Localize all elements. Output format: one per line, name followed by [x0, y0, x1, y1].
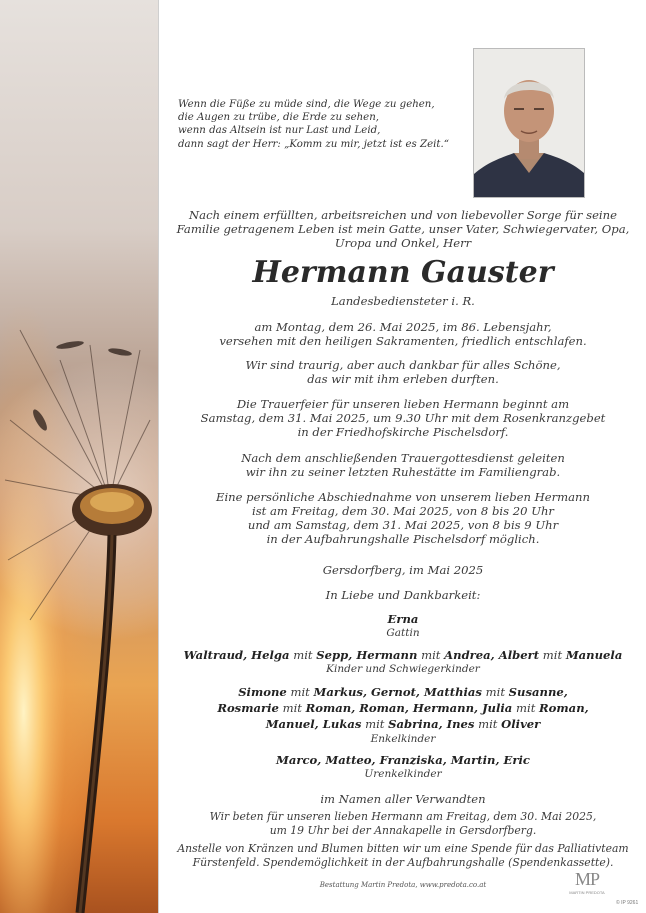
thanks-line: Wir sind traurig, aber auch dankbar für alles Schöne,: [245, 358, 561, 372]
grandchildren-line: [160, 701, 646, 715]
intro-line: Uropa und Onkel, Herr: [334, 236, 472, 250]
connector-text: mit: [512, 701, 540, 715]
grandchildren-role: Enkelkinder: [370, 733, 436, 745]
logo-text: MARTIN PREDOTA: [569, 890, 605, 895]
children-names: [160, 648, 646, 662]
relative-name: Roman,: [539, 701, 589, 715]
grandchildren-line: [160, 685, 646, 699]
thanks-line: das wir mit ihm erleben durften.: [307, 372, 499, 386]
poem: [178, 98, 478, 151]
relative-name: Susanne,: [508, 685, 568, 699]
funeral-line: in der Friedhofskirche Pischelsdorf.: [297, 425, 509, 439]
children-role: Kinder und Schwiegerkinder: [326, 663, 480, 675]
relative-name: Manuel, Lukas: [265, 717, 362, 731]
poem-line: Wenn die Füße zu müde sind, die Wege zu gehen,: [178, 99, 435, 110]
funeral-line: Die Trauerfeier für unseren lieben Hermann beginnt am: [236, 397, 570, 411]
intro-line: Familie getragenem Leben ist mein Gatte, unser Vater, Schwiegervater, Opa,: [176, 222, 630, 236]
relative-name: Andrea, Albert: [444, 648, 540, 662]
poem-line: die Augen zu trübe, die Erde zu sehen,: [178, 112, 379, 124]
funeral-line: Samstag, dem 31. Mai 2025, um 9.30 Uhr mit dem Rosenkranzgebet: [200, 411, 606, 425]
connector-text: mit: [361, 717, 389, 731]
relative-name: Markus, Gernot, Matthias: [313, 685, 482, 699]
deceased-portrait: [473, 48, 585, 198]
relatives-line: im Namen aller Verwandten: [320, 792, 486, 806]
intro-line: Nach einem erfüllten, arbeitsreichen und von liebevoller Sorge für seine: [189, 208, 617, 222]
prayer-line: um 19 Uhr bei der Annakapelle in Gersdorfberg.: [269, 824, 537, 837]
prayer-line: Wir beten für unseren lieben Hermann am Freitag, dem 30. Mai 2025,: [209, 810, 597, 823]
farewell-line: in der Aufbahrungshalle Pischelsdorf möglich.: [266, 532, 540, 546]
connector-text: mit: [278, 701, 306, 715]
funeral-home-logo: [562, 869, 612, 899]
relative-name: Waltraud, Helga: [183, 648, 290, 662]
relative-name: Simone: [238, 685, 287, 699]
donation-line: Fürstenfeld. Spendemöglichkeit in der Aufbahrungshalle (Spendenkassette).: [192, 856, 614, 869]
connector-text: mit: [417, 648, 445, 662]
relative-name: Oliver: [501, 717, 541, 731]
relative-name: Sabrina, Ines: [388, 717, 475, 731]
love-line: In Liebe und Dankbarkeit:: [325, 588, 481, 602]
vertical-divider: [158, 0, 159, 913]
deceased-title: Landesbediensteter i. R.: [331, 294, 475, 308]
burial-line: wir ihn zu seiner letzten Ruhestätte im Familiengrab.: [245, 465, 561, 479]
connector-text: mit: [286, 685, 314, 699]
spouse-name: Erna: [387, 612, 419, 626]
farewell-line: und am Samstag, dem 31. Mai 2025, von 8 bis 9 Uhr: [247, 518, 559, 532]
donation-line: Anstelle von Kränzen und Blumen bitten wir um eine Spende für das Palliativteam: [177, 842, 629, 855]
connector-text: mit: [474, 717, 502, 731]
death-line: am Montag, dem 26. Mai 2025, im 86. Lebensjahr,: [254, 320, 552, 334]
grandchildren-line: [160, 717, 646, 731]
burial-line: Nach dem anschließenden Trauergottesdienst geleiten: [241, 451, 565, 465]
spouse-role: Gattin: [386, 627, 420, 639]
place-date: Gersdorfberg, im Mai 2025: [322, 563, 484, 577]
poem-line: dann sagt der Herr: „Komm zu mir, jetzt ist es Zeit.“: [178, 138, 449, 150]
connector-text: mit: [289, 648, 317, 662]
deceased-name: Hermann Gauster: [252, 255, 554, 290]
connector-text: mit: [481, 685, 509, 699]
relative-name: Manuela: [565, 648, 623, 662]
logo-mark: MP: [574, 869, 599, 889]
obituary-content: [160, 0, 646, 913]
connector-text: mit: [539, 648, 566, 662]
relative-name: Sepp, Hermann: [316, 648, 418, 662]
relative-name: Rosmarie: [217, 701, 279, 715]
document-code: © IP 9261: [616, 900, 639, 906]
great-grandchildren-names: Marco, Matteo, Franziska, Martin, Eric: [276, 753, 530, 767]
great-grandchildren-role: Urenkelkinder: [364, 768, 442, 780]
farewell-line: Eine persönliche Abschiednahme von unserem lieben Hermann: [216, 490, 590, 504]
farewell-line: ist am Freitag, dem 30. Mai 2025, von 8 bis 20 Uhr: [252, 504, 554, 518]
dandelion-sunset-image: [0, 0, 158, 913]
relative-name: Roman, Roman, Hermann, Julia: [305, 701, 513, 715]
funeral-home-credit: Bestattung Martin Predota, www.predota.co.at: [319, 881, 487, 889]
death-line: versehen mit den heiligen Sakramenten, friedlich entschlafen.: [219, 334, 587, 348]
poem-line: wenn das Altsein ist nur Last und Leid,: [178, 125, 381, 137]
